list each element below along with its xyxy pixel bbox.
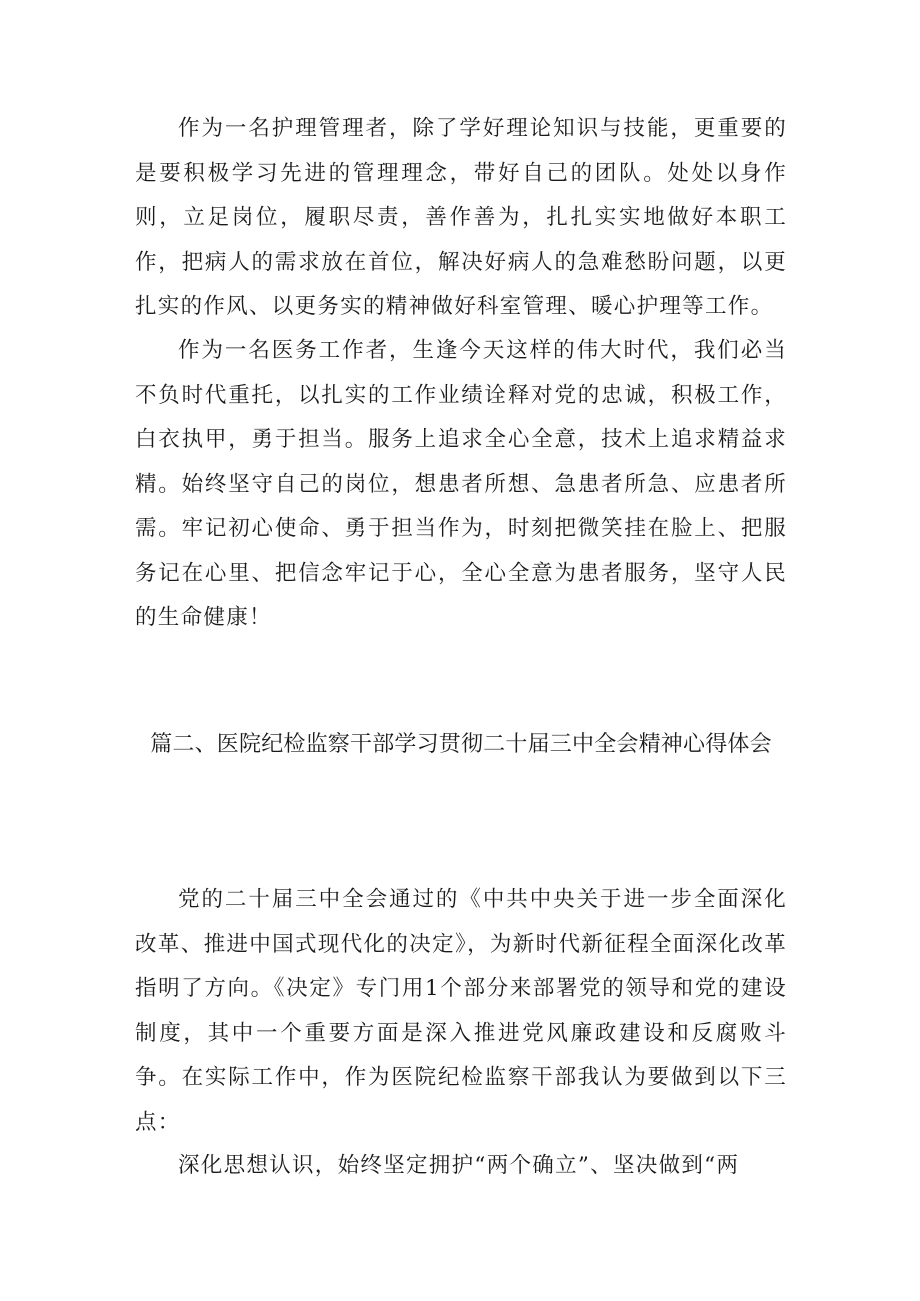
paragraph-nursing-manager: 作为一名护理管理者，除了学好理论知识与技能，更重要的是要积极学习先进的管理理念，带好自己的团队。处处以身作则，立足岗位，履职尽责，善作善为，扎扎实实地做好本职工作，把病人的需求放在首位，解决好病人的急难愁盼问题，以更扎实的作风、以更务实的精神做好科室管理、暖心护理等工作。: [135, 116, 787, 319]
paragraph-medical-worker: 作为一名医务工作者，生逢今天这样的伟大时代，我们必当不负时代重托，以扎实的工作业绩诠释对党的忠诚，积极工作，白衣执甲，勇于担当。服务上追求全心全意，技术上追求精益求精。始终坚守自己的岗位，想患者所想、急患者所急、应患者所需。牢记初心使命、勇于担当作为，时刻把微笑挂在脸上、把服务记在心里、把信念牢记于心，全心全意为患者服务，坚守人民的生命健康！: [135, 338, 787, 630]
section-heading: 篇二、医院纪检监察干部学习贯彻二十届三中全会精神心得体会: [150, 732, 772, 757]
paragraph-plenum-decision: 党的二十届三中全会通过的《中共中央关于进一步全面深化改革、推进中国式现代化的决定》，为新时代新征程全面深化改革指明了方向。《决定》专门用1个部分来部署党的领导和党的建设制度，其中一个重要方面是深入推进党风廉政建设和反腐败斗争。在实际工作中，作为医院纪检监察干部我认为要做到以下三点：: [135, 887, 787, 1135]
paragraph-deepen-understanding: 深化思想认识，始终坚定拥护“两个确立”、坚决做到“两: [178, 1153, 740, 1178]
